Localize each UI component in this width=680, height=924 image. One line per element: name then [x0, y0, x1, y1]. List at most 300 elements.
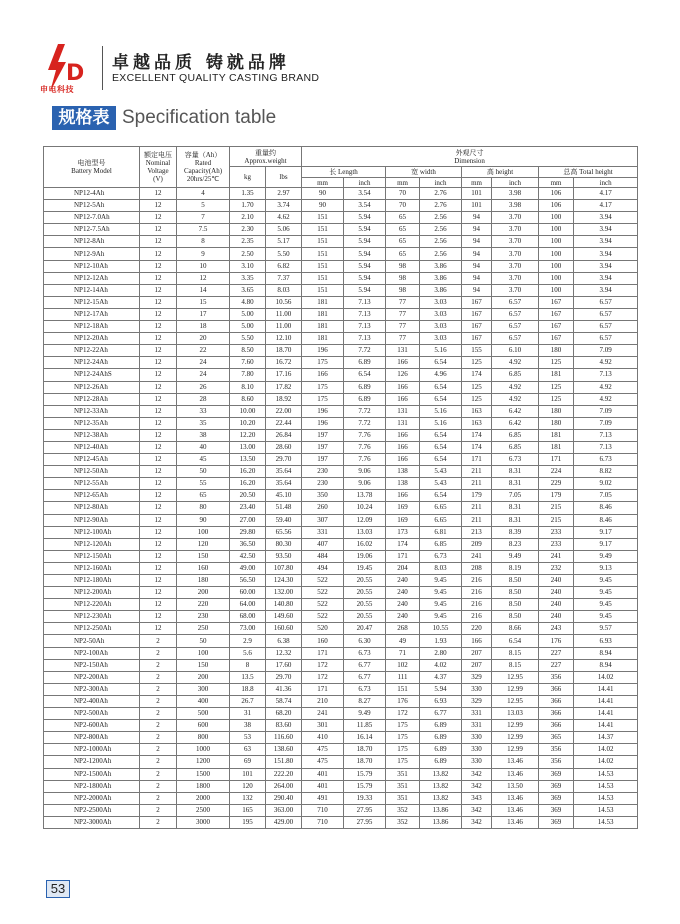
table-cell: 240	[386, 575, 420, 587]
table-cell: 12	[140, 369, 177, 381]
table-cell: 241	[539, 550, 574, 562]
table-cell: 29.70	[266, 671, 302, 683]
table-cell: 151	[302, 248, 344, 260]
table-cell: 8.66	[492, 623, 539, 635]
table-cell: 13.46	[492, 804, 539, 816]
table-cell: 14.41	[574, 683, 638, 695]
table-cell: 94	[462, 212, 492, 224]
table-row	[44, 599, 638, 611]
table-cell: 3.94	[574, 224, 638, 236]
table-cell: 6.65	[420, 514, 462, 526]
table-cell: 40	[177, 441, 230, 453]
table-cell: 64.00	[230, 599, 266, 611]
table-cell-model: NP12-4Ah	[44, 188, 140, 200]
table-cell: 1800	[177, 780, 230, 792]
table-cell: 3.94	[574, 284, 638, 296]
table-cell-model: NP12-33Ah	[44, 405, 140, 417]
table-cell: 3.70	[492, 272, 539, 284]
table-cell-model: NP2-200Ah	[44, 671, 140, 683]
table-cell: 5.94	[344, 236, 386, 248]
header-unit: mm	[302, 178, 344, 188]
table-cell: 2	[140, 804, 177, 816]
header-divider	[102, 46, 103, 90]
table-cell: 240	[539, 587, 574, 599]
table-row	[44, 490, 638, 502]
table-cell: 125	[462, 393, 492, 405]
table-cell: 8.31	[492, 466, 539, 478]
table-cell: 331	[462, 708, 492, 720]
table-cell: 13.82	[420, 780, 462, 792]
table-cell: 12	[140, 284, 177, 296]
table-cell: 166	[386, 429, 420, 441]
table-cell: 94	[462, 248, 492, 260]
table-cell: 20.55	[344, 599, 386, 611]
table-cell: 5.43	[420, 466, 462, 478]
table-cell: 131	[386, 417, 420, 429]
table-cell: 20.55	[344, 611, 386, 623]
table-cell: 10.24	[344, 502, 386, 514]
table-cell: 101	[462, 188, 492, 200]
table-cell: 9.17	[574, 526, 638, 538]
table-cell: 210	[302, 695, 344, 707]
table-row	[44, 308, 638, 320]
table-cell: 18.8	[230, 683, 266, 695]
table-cell: 125	[462, 381, 492, 393]
table-cell: 2	[140, 816, 177, 828]
table-cell: 400	[177, 695, 230, 707]
table-cell: 120	[177, 538, 230, 550]
header-weight-kg: kg	[230, 167, 266, 188]
table-cell: 5.17	[266, 236, 302, 248]
table-cell: 5.6	[230, 647, 266, 659]
table-cell: 207	[462, 659, 492, 671]
table-row	[44, 695, 638, 707]
table-cell: 250	[177, 623, 230, 635]
table-cell: 215	[539, 514, 574, 526]
table-cell: 93.50	[266, 550, 302, 562]
table-cell: 3.86	[420, 272, 462, 284]
table-cell-model: NP12-200Ah	[44, 587, 140, 599]
table-cell-model: NP12-22Ah	[44, 345, 140, 357]
table-cell: 80.30	[266, 538, 302, 550]
table-row	[44, 321, 638, 333]
table-cell: 166	[386, 381, 420, 393]
table-cell: 230	[302, 478, 344, 490]
table-cell: 17	[177, 308, 230, 320]
table-cell: 1500	[177, 768, 230, 780]
table-cell: 11.85	[344, 720, 386, 732]
table-cell: 20.47	[344, 623, 386, 635]
table-cell: 2.56	[420, 224, 462, 236]
table-cell: 9.45	[420, 587, 462, 599]
table-cell: 4.02	[420, 659, 462, 671]
table-cell: 6.10	[492, 345, 539, 357]
table-cell: 19.06	[344, 550, 386, 562]
table-cell: 213	[462, 526, 492, 538]
table-cell: 9.13	[574, 562, 638, 574]
table-cell: 167	[462, 296, 492, 308]
table-cell-model: NP12-180Ah	[44, 575, 140, 587]
table-cell: 63	[230, 744, 266, 756]
table-cell: 124.30	[266, 575, 302, 587]
table-cell: 65	[177, 490, 230, 502]
table-cell: 240	[386, 587, 420, 599]
table-cell: 175	[302, 381, 344, 393]
table-cell: 4.96	[420, 369, 462, 381]
table-cell: 175	[386, 732, 420, 744]
table-cell: 18	[177, 321, 230, 333]
table-cell: 12	[140, 296, 177, 308]
table-cell: 8.31	[492, 478, 539, 490]
table-cell: 14.41	[574, 720, 638, 732]
table-cell: 211	[462, 466, 492, 478]
table-cell: 13.46	[492, 768, 539, 780]
table-cell: 12	[140, 248, 177, 260]
table-cell: 7.76	[344, 429, 386, 441]
table-cell: 100	[539, 224, 574, 236]
table-cell: 8.15	[492, 659, 539, 671]
table-cell: 233	[539, 538, 574, 550]
header-height: 高 height	[462, 167, 539, 178]
table-cell: 710	[302, 804, 344, 816]
table-cell: 330	[462, 732, 492, 744]
section-title-cn: 规格表	[52, 106, 116, 130]
table-cell: 15.79	[344, 780, 386, 792]
table-cell: 6.54	[420, 357, 462, 369]
table-cell: 151	[302, 236, 344, 248]
table-cell-model: NP12-28Ah	[44, 393, 140, 405]
table-cell: 100	[539, 212, 574, 224]
table-cell: 125	[539, 357, 574, 369]
table-cell: 5.16	[420, 405, 462, 417]
table-cell: 6.54	[344, 369, 386, 381]
table-cell: 151	[302, 260, 344, 272]
table-cell: 12	[140, 478, 177, 490]
table-cell: 410	[302, 732, 344, 744]
table-cell: 166	[386, 393, 420, 405]
table-cell: 163	[462, 417, 492, 429]
table-cell: 24	[177, 357, 230, 369]
table-cell: 181	[539, 429, 574, 441]
svg-text:D: D	[66, 61, 85, 86]
table-cell: 10.56	[266, 296, 302, 308]
table-cell: 3.70	[492, 248, 539, 260]
table-cell-model: NP2-600Ah	[44, 720, 140, 732]
table-cell: 330	[462, 683, 492, 695]
table-cell: 16.14	[344, 732, 386, 744]
table-cell: 12	[140, 200, 177, 212]
table-cell: 12	[177, 272, 230, 284]
table-cell: 9.45	[574, 575, 638, 587]
table-cell: 8.31	[492, 514, 539, 526]
table-cell: 3.94	[574, 272, 638, 284]
table-cell: 196	[302, 405, 344, 417]
table-cell: 6.81	[420, 526, 462, 538]
table-cell: 2.56	[420, 248, 462, 260]
table-cell: 363.00	[266, 804, 302, 816]
table-cell: 8.23	[492, 538, 539, 550]
table-cell: 20.55	[344, 575, 386, 587]
table-cell: 356	[539, 756, 574, 768]
table-cell: 356	[539, 744, 574, 756]
table-cell: 329	[462, 671, 492, 683]
table-cell: 100	[539, 284, 574, 296]
table-cell: 29.80	[230, 526, 266, 538]
table-cell-model: NP12-24AhS	[44, 369, 140, 381]
table-cell: 307	[302, 514, 344, 526]
table-cell: 12	[140, 611, 177, 623]
table-cell: 13.82	[420, 768, 462, 780]
header-unit: inch	[492, 178, 539, 188]
table-cell: 180	[539, 417, 574, 429]
table-cell: 150	[177, 659, 230, 671]
table-cell: 155	[462, 345, 492, 357]
table-cell: 175	[302, 357, 344, 369]
table-cell: 5.94	[344, 284, 386, 296]
table-cell: 167	[462, 308, 492, 320]
table-cell: 167	[539, 296, 574, 308]
table-cell: 4.92	[574, 381, 638, 393]
table-cell: 3.70	[492, 224, 539, 236]
table-cell: 342	[462, 768, 492, 780]
table-cell: 4.62	[266, 212, 302, 224]
table-cell: 600	[177, 720, 230, 732]
table-cell: 9.57	[574, 623, 638, 635]
table-cell: 4.80	[230, 296, 266, 308]
table-cell: 53	[230, 732, 266, 744]
table-cell: 175	[386, 720, 420, 732]
table-cell: 4.17	[574, 200, 638, 212]
table-cell: 8.82	[574, 466, 638, 478]
table-cell-model: NP2-400Ah	[44, 695, 140, 707]
table-cell: 49	[386, 635, 420, 647]
table-cell: 3.03	[420, 321, 462, 333]
table-row	[44, 792, 638, 804]
table-cell: 20	[177, 333, 230, 345]
table-cell: 6.93	[574, 635, 638, 647]
table-cell: 83.60	[266, 720, 302, 732]
table-cell: 179	[462, 490, 492, 502]
table-cell: 4.92	[492, 381, 539, 393]
table-cell: 5.43	[420, 478, 462, 490]
table-cell: 2000	[177, 792, 230, 804]
table-cell: 1.35	[230, 188, 266, 200]
table-cell: 207	[462, 647, 492, 659]
table-cell: 8.94	[574, 647, 638, 659]
table-cell: 401	[302, 768, 344, 780]
table-row	[44, 623, 638, 635]
table-cell: 56.50	[230, 575, 266, 587]
table-cell: 9.45	[574, 611, 638, 623]
table-cell: 42.50	[230, 550, 266, 562]
table-cell-model: NP12-26Ah	[44, 381, 140, 393]
table-cell: 7	[177, 212, 230, 224]
table-cell: 12.95	[492, 671, 539, 683]
table-cell: 301	[302, 720, 344, 732]
table-cell: 2.56	[420, 236, 462, 248]
header-nominal-voltage: 额定电压 Nominal Voltage (V)	[140, 147, 177, 188]
table-cell: 12	[140, 623, 177, 635]
table-cell: 151.80	[266, 756, 302, 768]
table-cell: 171	[462, 454, 492, 466]
table-cell: 6.57	[574, 296, 638, 308]
table-cell: 65.56	[266, 526, 302, 538]
table-cell: 366	[539, 708, 574, 720]
table-cell: 151	[302, 224, 344, 236]
table-cell: 181	[302, 308, 344, 320]
header-unit: inch	[344, 178, 386, 188]
table-cell: 175	[302, 393, 344, 405]
table-cell: 6.54	[420, 441, 462, 453]
section-title-en: Specification table	[122, 107, 277, 128]
table-cell: 7.13	[574, 441, 638, 453]
table-cell: 13.50	[492, 780, 539, 792]
table-cell: 13.03	[492, 708, 539, 720]
table-cell: 38	[230, 720, 266, 732]
table-cell: 151	[302, 212, 344, 224]
table-cell: 522	[302, 575, 344, 587]
table-cell: 243	[539, 623, 574, 635]
table-cell: 149.60	[266, 611, 302, 623]
table-cell: 7.09	[574, 405, 638, 417]
table-cell: 4.17	[574, 188, 638, 200]
table-cell: 9.49	[344, 708, 386, 720]
table-cell: 195	[230, 816, 266, 828]
table-cell: 230	[177, 611, 230, 623]
table-cell-model: NP12-35Ah	[44, 417, 140, 429]
header-dimension: 外观尺寸 Dimension	[302, 147, 638, 167]
table-cell: 166	[386, 490, 420, 502]
table-cell: 8.03	[266, 284, 302, 296]
table-cell-model: NP2-50Ah	[44, 635, 140, 647]
table-cell: 13.86	[420, 816, 462, 828]
table-cell: 13.46	[492, 756, 539, 768]
table-cell: 65	[386, 248, 420, 260]
table-cell: 12	[140, 321, 177, 333]
table-cell-model: NP2-2500Ah	[44, 804, 140, 816]
table-cell: 331	[462, 720, 492, 732]
table-cell: 12.99	[492, 683, 539, 695]
table-cell: 6.73	[574, 454, 638, 466]
table-cell: 69	[230, 756, 266, 768]
table-cell: 3.94	[574, 236, 638, 248]
table-cell: 176	[386, 695, 420, 707]
table-cell: 132.00	[266, 587, 302, 599]
table-cell: 300	[177, 683, 230, 695]
table-cell: 222.20	[266, 768, 302, 780]
table-cell: 50	[177, 635, 230, 647]
table-cell: 7.72	[344, 345, 386, 357]
table-cell: 6.54	[420, 381, 462, 393]
table-cell: 167	[462, 321, 492, 333]
table-cell: 12	[140, 454, 177, 466]
table-cell: 17.16	[266, 369, 302, 381]
table-cell: 16.02	[344, 538, 386, 550]
table-cell: 90	[177, 514, 230, 526]
table-cell: 6.54	[420, 393, 462, 405]
table-cell: 100	[539, 236, 574, 248]
table-cell: 5.50	[266, 248, 302, 260]
table-cell: 224	[539, 466, 574, 478]
table-cell: 12	[140, 212, 177, 224]
table-row	[44, 478, 638, 490]
table-cell: 167	[539, 333, 574, 345]
table-cell: 174	[386, 538, 420, 550]
table-cell: 8.50	[492, 575, 539, 587]
table-cell: 216	[462, 599, 492, 611]
header-battery-model: 电池型号 Battery Model	[44, 147, 140, 188]
table-cell: 3000	[177, 816, 230, 828]
table-cell-model: NP12-18Ah	[44, 321, 140, 333]
table-cell: 350	[302, 490, 344, 502]
table-cell: 14.02	[574, 671, 638, 683]
table-cell: 8.03	[420, 562, 462, 574]
table-row	[44, 756, 638, 768]
page-number: 53	[46, 880, 70, 898]
table-cell-model: NP12-230Ah	[44, 611, 140, 623]
table-cell: 138.60	[266, 744, 302, 756]
table-cell: 522	[302, 599, 344, 611]
table-cell: 211	[462, 514, 492, 526]
table-cell: 7.05	[574, 490, 638, 502]
table-cell: 12	[140, 587, 177, 599]
table-cell: 9	[177, 248, 230, 260]
table-cell: 70	[386, 200, 420, 212]
table-cell: 2	[140, 756, 177, 768]
table-cell: 3.70	[492, 284, 539, 296]
table-row	[44, 466, 638, 478]
table-cell: 2500	[177, 804, 230, 816]
table-cell: 2	[140, 647, 177, 659]
table-cell: 125	[462, 357, 492, 369]
table-cell: 77	[386, 333, 420, 345]
table-cell: 60.00	[230, 587, 266, 599]
table-row	[44, 780, 638, 792]
table-cell: 171	[539, 454, 574, 466]
table-cell: 365	[539, 732, 574, 744]
table-cell: 6.89	[344, 393, 386, 405]
table-cell: 166	[386, 441, 420, 453]
table-cell: 522	[302, 587, 344, 599]
table-cell: 12.32	[266, 647, 302, 659]
table-cell: 13.78	[344, 490, 386, 502]
table-cell-model: NP12-38Ah	[44, 429, 140, 441]
table-cell: 132	[230, 792, 266, 804]
table-cell: 351	[386, 768, 420, 780]
table-cell: 6.57	[574, 333, 638, 345]
header-unit: inch	[420, 178, 462, 188]
table-cell: 140.80	[266, 599, 302, 611]
table-cell-model: NP12-40Ah	[44, 441, 140, 453]
table-cell: 3.54	[344, 200, 386, 212]
table-cell: 264.00	[266, 780, 302, 792]
table-cell: 131	[386, 405, 420, 417]
table-cell: 220	[462, 623, 492, 635]
table-cell: 6.93	[420, 695, 462, 707]
table-cell: 2	[140, 792, 177, 804]
table-cell: 9.06	[344, 466, 386, 478]
table-cell: 330	[462, 756, 492, 768]
table-cell: 351	[386, 780, 420, 792]
table-cell: 200	[177, 587, 230, 599]
table-cell: 12	[140, 526, 177, 538]
table-cell: 77	[386, 321, 420, 333]
table-cell-model: NP2-300Ah	[44, 683, 140, 695]
table-cell: 6.73	[344, 683, 386, 695]
table-cell: 9.49	[492, 550, 539, 562]
table-cell: 352	[386, 804, 420, 816]
table-cell: 3.03	[420, 308, 462, 320]
